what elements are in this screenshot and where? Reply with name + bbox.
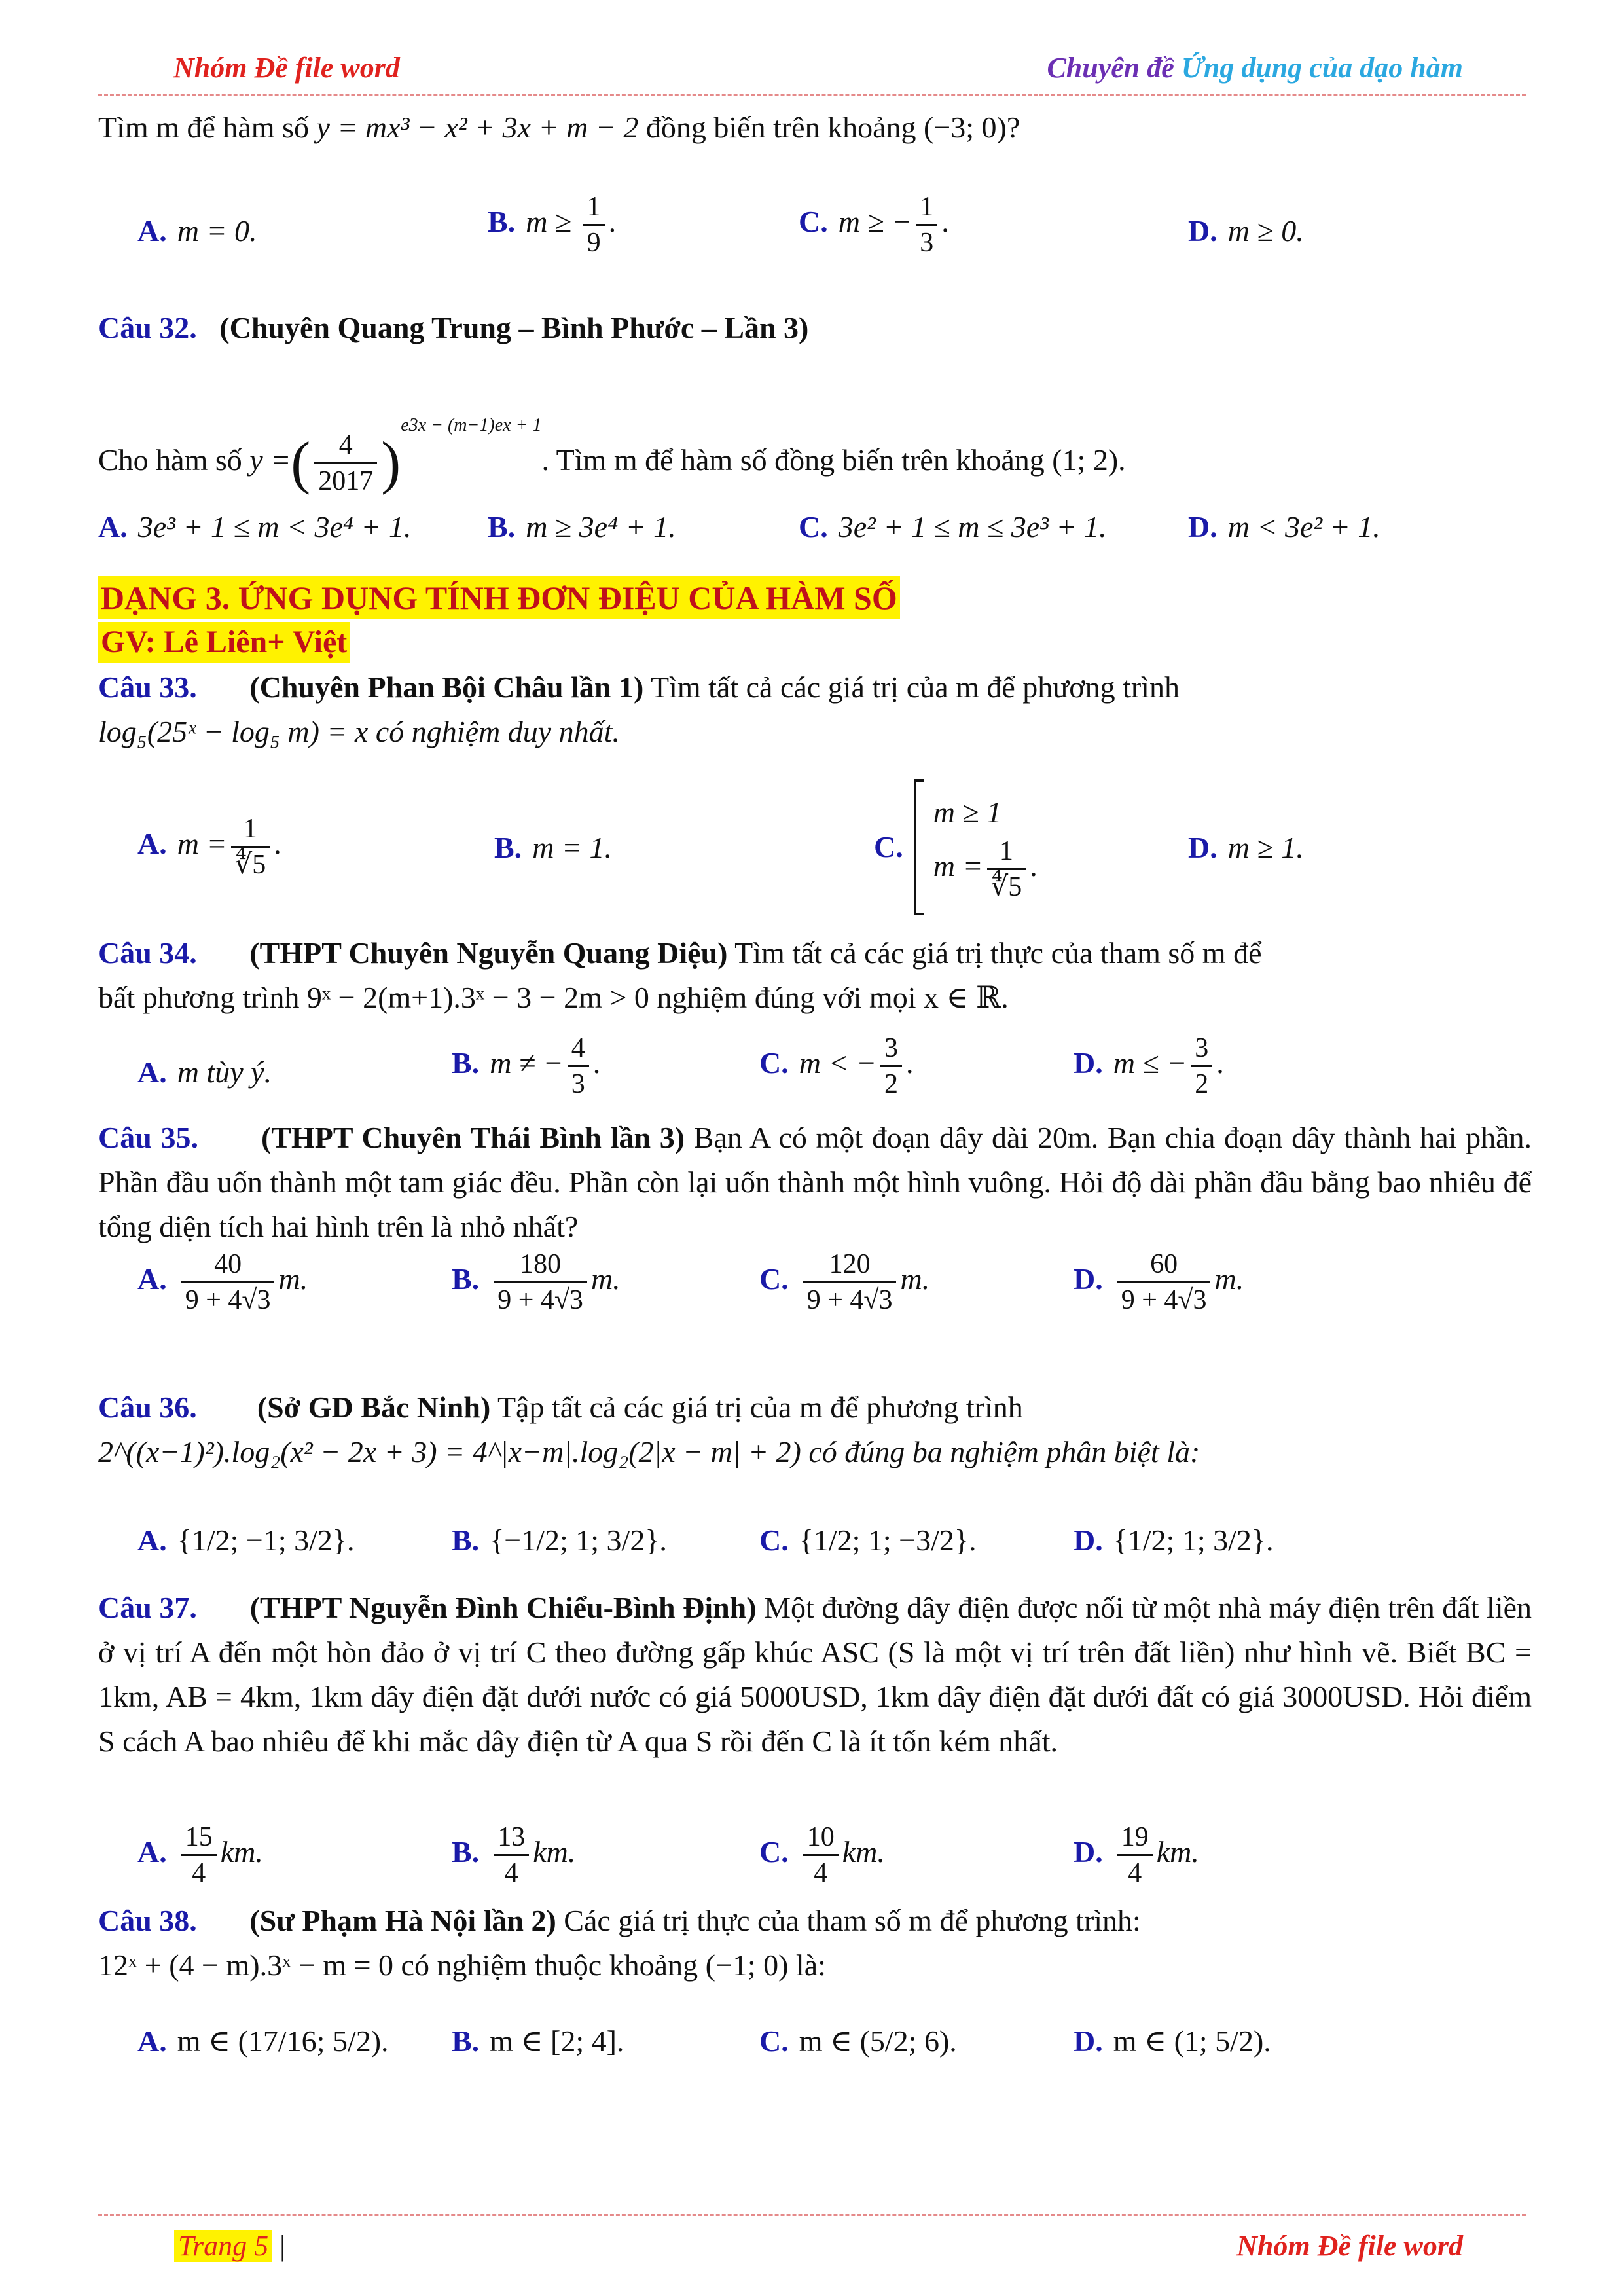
option-text: m = 0.	[177, 214, 257, 247]
option-post: .	[592, 1046, 601, 1080]
denominator: 3	[920, 228, 934, 258]
footer-page	[174, 2229, 285, 2263]
option-letter: A.	[137, 1523, 167, 1557]
section-title: DẠNG 3. ỨNG DỤNG TÍNH ĐƠN ĐIỆU CỦA HÀM SỐ	[98, 576, 900, 619]
q32-option-b[interactable]	[488, 505, 676, 549]
option-letter: A.	[137, 214, 167, 247]
q31-option-b[interactable]	[488, 190, 616, 260]
q32-option-d[interactable]	[1188, 505, 1380, 549]
denominator: 2	[1195, 1069, 1209, 1099]
q37-option-a[interactable]	[137, 1820, 263, 1890]
fraction	[494, 1247, 587, 1317]
numerator: 40	[181, 1247, 275, 1283]
q32-stem	[98, 393, 1126, 498]
option-pre: m ≥ −	[838, 205, 912, 239]
q35-text: Bạn A có một đoạn dây dài 20m. Bạn chia đoạn dây thành hai phần. Phần đầu uốn thành một tam giác đều. Phần còn lại uốn thành một hình vuông. Hỏi độ dài phần đầu bằng bao nhiêu để tổng diện tích hai hình trên là nhỏ nhất?	[98, 1121, 1532, 1243]
option-c-line1: m ≥ 1	[933, 795, 1002, 829]
q35-stem	[98, 1116, 1532, 1249]
option-letter: D.	[1188, 831, 1218, 864]
q34-stem	[98, 931, 1532, 1020]
q33-line2: log₅(25ˣ − log₅ m) = x có nghiệm duy nhất.	[98, 715, 620, 748]
question-source: (THPT Nguyễn Đình Chiểu-Bình Định)	[249, 1591, 757, 1624]
fraction	[1117, 1820, 1153, 1890]
header-divider	[98, 94, 1526, 96]
numerator: 3	[1191, 1031, 1212, 1067]
denominator: 4	[1128, 1858, 1142, 1888]
q34-option-a[interactable]	[137, 1051, 272, 1094]
option-post: m.	[590, 1262, 621, 1296]
fraction	[880, 1031, 902, 1101]
fraction	[314, 428, 377, 498]
q35-option-c[interactable]	[759, 1247, 929, 1317]
q31-stem-b: đồng biến trên khoảng	[638, 111, 924, 144]
footer-group-name: Nhóm Đề file word	[1236, 2230, 1463, 2262]
numerator: 19	[1117, 1820, 1153, 1856]
option-text: m tùy ý.	[177, 1055, 272, 1089]
header-group-name: Nhóm Đề file word	[173, 52, 400, 84]
option-letter: C.	[874, 830, 903, 864]
q32-y: y =	[249, 443, 291, 477]
q36-option-a[interactable]	[137, 1519, 354, 1562]
option-text: 3e³ + 1 ≤ m < 3e⁴ + 1.	[137, 510, 412, 543]
question-label: Câu 36.	[98, 1391, 197, 1424]
option-letter: B.	[494, 831, 522, 864]
q31-formula: y = mx³ − x² + 3x + m − 2	[316, 111, 639, 144]
denominator: 2017	[318, 465, 374, 496]
q35-option-b[interactable]	[452, 1247, 621, 1317]
q32-option-a[interactable]	[98, 505, 411, 549]
numerator: 60	[1117, 1247, 1211, 1283]
q38-option-d[interactable]	[1074, 2020, 1271, 2063]
q38-option-b[interactable]	[452, 2020, 624, 2063]
option-letter: D.	[1074, 1262, 1103, 1296]
q35-option-d[interactable]	[1074, 1247, 1244, 1317]
paren-open: (	[291, 430, 311, 496]
q32-heading	[98, 306, 808, 350]
q31-option-c[interactable]	[799, 190, 949, 260]
q38-option-a[interactable]	[137, 2020, 389, 2063]
option-letter: C.	[759, 1835, 789, 1869]
q33-option-b[interactable]	[494, 826, 612, 869]
q34-option-c[interactable]	[759, 1031, 914, 1101]
option-pre: m ≥	[526, 205, 579, 239]
q36-option-b[interactable]	[452, 1519, 667, 1562]
numerator: 4	[568, 1031, 589, 1067]
option-text: m ∈ (1; 5/2).	[1113, 2024, 1271, 2058]
option-c-wrap	[874, 779, 1038, 915]
question-source: (THPT Chuyên Thái Bình lần 3)	[261, 1121, 685, 1154]
question-label: Câu 32.	[98, 311, 197, 344]
question-source: (Chuyên Phan Bội Châu lần 1)	[249, 670, 644, 704]
option-text: {1/2; 1; 3/2}.	[1113, 1523, 1274, 1557]
option-text: m = 1.	[532, 831, 612, 864]
denominator: 9 + 4√3	[806, 1285, 893, 1315]
header-topic-prefix: Chuyên đề	[1047, 52, 1182, 84]
denominator: ∜5	[234, 850, 266, 880]
option-letter: D.	[1188, 510, 1218, 543]
option-text: {1/2; −1; 3/2}.	[177, 1523, 355, 1557]
section-teacher: GV: Lê Liên+ Việt	[98, 622, 350, 663]
option-letter: A.	[137, 1835, 167, 1869]
bracket-lines	[933, 791, 1038, 904]
option-post: m.	[278, 1262, 308, 1296]
q36-line2: 2^((x−1)²).log₂(x² − 2x + 3) = 4^|x−m|.log₂(2|x − m| + 2) có đúng ba nghiệm phân biệt là:	[98, 1435, 1200, 1468]
q32-exponent: e3x − (m−1)ex + 1	[401, 415, 542, 435]
q37-option-d[interactable]	[1074, 1820, 1199, 1890]
option-post: m.	[1214, 1262, 1244, 1296]
question-source: (Sư Phạm Hà Nội lần 2)	[249, 1904, 556, 1937]
question-source: (Chuyên Quang Trung – Bình Phước – Lần 3)	[219, 311, 809, 344]
denominator: 4	[504, 1858, 518, 1888]
option-text: m ≥ 1.	[1227, 831, 1304, 864]
q33-stem	[98, 665, 1532, 754]
option-text: 3e² + 1 ≤ m ≤ 3e³ + 1.	[838, 510, 1107, 543]
option-text: m ∈ (17/16; 5/2).	[177, 2024, 389, 2058]
option-letter: B.	[452, 2024, 480, 2058]
option-text: m ≥ 0.	[1227, 214, 1304, 247]
option-letter: D.	[1074, 1523, 1103, 1557]
denominator: 9 + 4√3	[497, 1285, 583, 1315]
option-text: m ∈ (5/2; 6).	[799, 2024, 957, 2058]
q33-line1: Tìm tất cả các giá trị của m để phương trình	[643, 670, 1180, 704]
denominator: 4	[814, 1858, 828, 1888]
option-letter: A.	[137, 827, 167, 861]
option-post: km.	[220, 1835, 263, 1869]
numerator: 13	[494, 1820, 529, 1856]
numerator: 1	[583, 190, 605, 226]
option-post: .	[1216, 1046, 1224, 1080]
option-letter: D.	[1074, 2024, 1103, 2058]
numerator: 4	[314, 428, 377, 464]
option-letter: B.	[452, 1262, 480, 1296]
q38-stem	[98, 1899, 1532, 1988]
q34-option-b[interactable]	[452, 1031, 600, 1101]
q31-option-d[interactable]	[1188, 210, 1304, 253]
option-post: .	[608, 205, 617, 239]
option-letter: B.	[452, 1523, 480, 1557]
option-letter: D.	[1188, 214, 1218, 247]
option-letter: A.	[137, 1055, 167, 1089]
option-letter: C.	[759, 2024, 789, 2058]
denominator: 3	[571, 1069, 585, 1099]
question-label: Câu 38.	[98, 1904, 197, 1937]
q32-option-c[interactable]	[799, 505, 1106, 549]
option-pre: m < −	[799, 1046, 877, 1080]
option-post: km.	[1156, 1835, 1199, 1869]
numerator: 1	[987, 834, 1026, 870]
option-post: m.	[900, 1262, 930, 1296]
q36-option-c[interactable]	[759, 1519, 976, 1562]
option-post: .	[1030, 848, 1038, 883]
option-letter: C.	[759, 1046, 789, 1080]
q36-stem	[98, 1385, 1532, 1474]
denominator: 9 + 4√3	[185, 1285, 271, 1315]
option-letter: D.	[1074, 1046, 1103, 1080]
page-number: Trang 5	[174, 2230, 272, 2262]
fraction	[231, 812, 270, 882]
bracket	[914, 779, 924, 915]
q37-option-b[interactable]	[452, 1820, 575, 1890]
q35-option-a[interactable]	[137, 1247, 308, 1317]
fraction	[494, 1820, 529, 1890]
option-letter: A.	[98, 510, 128, 543]
q31-stem	[98, 106, 1020, 149]
numerator: 180	[494, 1247, 587, 1283]
option-pre: m ≤ −	[1113, 1046, 1187, 1080]
q32-stem-a: Cho hàm số	[98, 443, 250, 477]
fraction	[583, 190, 605, 260]
option-letter: A.	[137, 2024, 167, 2058]
fraction	[181, 1820, 217, 1890]
option-letter: C.	[799, 510, 828, 543]
q34-option-d[interactable]	[1074, 1031, 1224, 1101]
header-topic-highlight: Ứng dụng của dạo hàm	[1181, 52, 1463, 84]
numerator: 1	[231, 812, 270, 848]
option-letter: C.	[759, 1262, 789, 1296]
footer-separator: |	[280, 2230, 285, 2262]
q36-option-d[interactable]	[1074, 1519, 1274, 1562]
question-label: Câu 33.	[98, 670, 197, 704]
q38-line1: Các giá trị thực của tham số m để phương trình:	[556, 1904, 1141, 1937]
option-text: {−1/2; 1; 3/2}.	[490, 1523, 667, 1557]
q34-line1: Tìm tất cả các giá trị thực của tham số m để	[727, 936, 1262, 970]
option-post: .	[274, 827, 281, 861]
denominator: ∜5	[990, 871, 1022, 902]
q37-option-c[interactable]	[759, 1820, 885, 1890]
fraction	[803, 1247, 897, 1317]
option-post: km.	[533, 1835, 576, 1869]
numerator: 15	[181, 1820, 217, 1856]
option-c-line2	[933, 834, 1038, 904]
numerator: 120	[803, 1247, 897, 1283]
denominator: 2	[884, 1069, 899, 1099]
q38-option-c[interactable]	[759, 2020, 957, 2063]
q36-line1: Tập tất cả các giá trị của m để phương trình	[490, 1391, 1023, 1424]
fraction	[1117, 1247, 1211, 1317]
option-letter: A.	[137, 1262, 167, 1296]
fraction	[916, 190, 937, 260]
q33-option-d[interactable]	[1188, 826, 1304, 869]
fraction	[181, 1247, 275, 1317]
q31-option-a[interactable]	[137, 210, 257, 253]
option-post: .	[941, 205, 949, 239]
option-pre: m =	[933, 848, 983, 883]
denominator: 4	[192, 1858, 206, 1888]
fraction	[1191, 1031, 1212, 1101]
numerator: 3	[880, 1031, 902, 1067]
numerator: 10	[803, 1820, 839, 1856]
option-letter: B.	[488, 510, 516, 543]
numerator: 1	[916, 190, 937, 226]
q34-line2: bất phương trình 9ˣ − 2(m+1).3ˣ − 3 − 2m > 0 nghiệm đúng với mọi x ∈ ℝ.	[98, 981, 1009, 1014]
denominator: 9	[586, 228, 601, 258]
option-letter: C.	[799, 205, 828, 239]
question-source: (THPT Chuyên Nguyễn Quang Diệu)	[249, 936, 728, 970]
q31-interval: (−3; 0)	[924, 111, 1007, 144]
q37-stem	[98, 1586, 1532, 1764]
question-label: Câu 37.	[98, 1591, 197, 1624]
q37-text: Một đường dây điện được nối từ một nhà máy điện trên đất liền ở vị trí A đến một hòn đảo ở vị trí C theo đường gấp khúc ASC (S là một vị trí trên đất liền) như hình vẽ. Biết BC = 1km, AB = 4km, 1km dây điện đặt dưới nước có giá 5000USD, 1km dây điện đặt dưới đất có giá 3000USD. Hỏi điểm S cách A bao nhiêu để khi mắc dây điện từ A qua S rồi đến C là ít tốn kém nhất.	[98, 1591, 1532, 1758]
question-source: (Sở GD Bắc Ninh)	[257, 1391, 491, 1424]
option-letter: C.	[759, 1523, 789, 1557]
page-header	[98, 51, 1463, 97]
denominator: 9 + 4√3	[1121, 1285, 1207, 1315]
fraction	[803, 1820, 839, 1890]
option-text: m ≥ 3e⁴ + 1.	[526, 510, 676, 543]
option-letter: B.	[452, 1835, 480, 1869]
option-post: .	[906, 1046, 914, 1080]
option-text: {1/2; 1; −3/2}.	[799, 1523, 977, 1557]
option-post: km.	[842, 1835, 885, 1869]
option-letter: D.	[1074, 1835, 1103, 1869]
q31-stem-a: Tìm m để hàm số	[98, 111, 317, 144]
question-label: Câu 34.	[98, 936, 197, 970]
option-pre: m =	[177, 827, 227, 861]
option-text: m ∈ [2; 4].	[490, 2024, 624, 2058]
fraction	[568, 1031, 589, 1101]
q38-line2: 12ˣ + (4 − m).3ˣ − m = 0 có nghiệm thuộc khoảng (−1; 0) là:	[98, 1948, 826, 1982]
option-letter: B.	[452, 1046, 480, 1080]
q33-option-a[interactable]	[137, 812, 281, 882]
q32-stem-b: . Tìm m để hàm số đồng biến trên khoảng (1; 2).	[541, 443, 1126, 477]
header-topic	[1047, 51, 1463, 84]
q33-option-c[interactable]	[874, 779, 1038, 915]
fraction	[987, 834, 1026, 904]
paren-close: )	[381, 430, 401, 496]
option-letter: B.	[488, 205, 516, 239]
q31-stem-c: ?	[1006, 111, 1020, 144]
option-pre: m ≠ −	[490, 1046, 564, 1080]
option-text: m < 3e² + 1.	[1227, 510, 1380, 543]
question-label: Câu 35.	[98, 1121, 199, 1154]
footer-divider	[98, 2214, 1526, 2216]
